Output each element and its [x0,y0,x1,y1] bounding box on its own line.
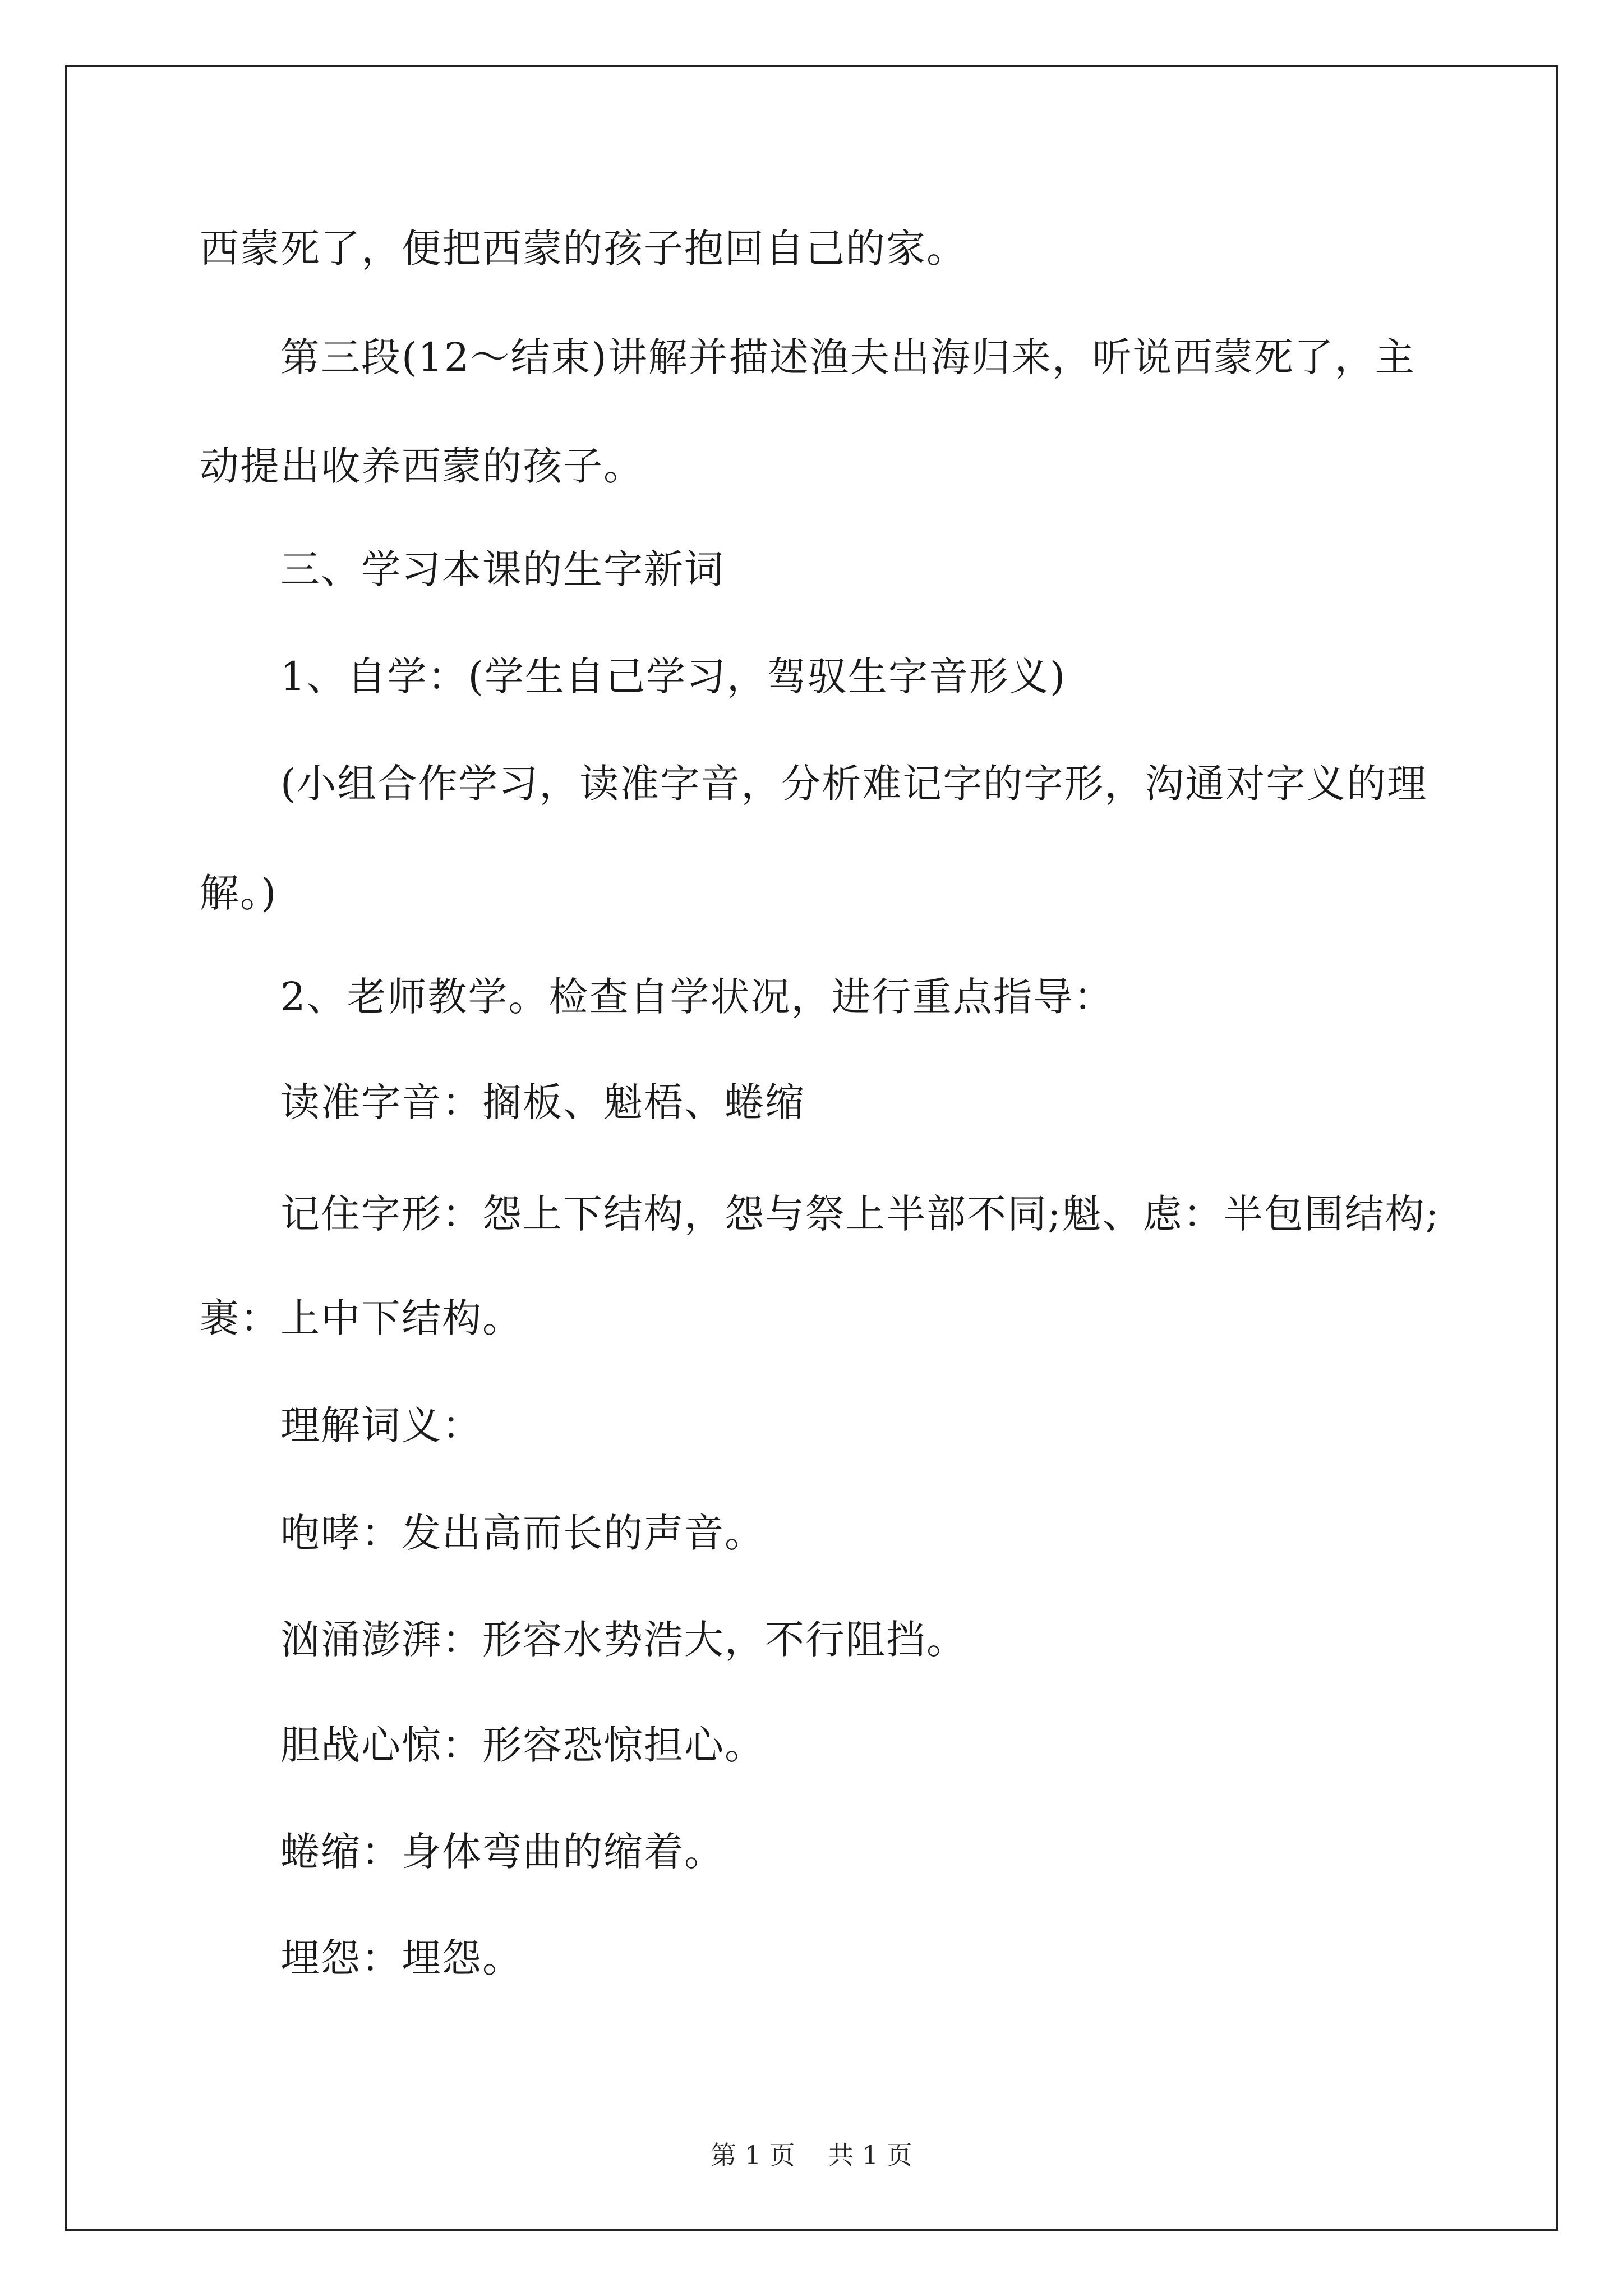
text-line: 咆哮：发出高而长的声音。 [280,1510,765,1556]
text-line: 第三段(12～结束)讲解并描述渔夫出海归来，听说西蒙死了，主 [280,334,1415,380]
text-line: 裹：上中下结构。 [200,1295,523,1341]
text-line: 1、自学：(学生自己学习，驾驭生字音形义) [280,654,1067,700]
text-line: 2、老师教学。检查自学状况，进行重点指导： [280,974,1114,1020]
text-line: 汹涌澎湃：形容水势浩大，不行阻挡。 [280,1617,967,1663]
text-line: 蜷缩：身体弯曲的缩着。 [280,1829,725,1875]
text-line: 动提出收养西蒙的孩子。 [200,443,644,489]
text-line: 理解词义： [280,1402,482,1448]
text-line: 西蒙死了，便把西蒙的孩子抱回自己的家。 [200,226,967,272]
text-line: 埋怨：埋怨。 [280,1935,523,1981]
page-border [65,65,1558,2231]
page-number-footer: 第 1 页 共 1 页 [711,2140,912,2170]
text-line: (小组合作学习，读准字音，分析难记字的字形，沟通对字义的理 [280,761,1428,807]
text-line: 三、学习本课的生字新词 [280,546,725,592]
text-line: 记住字形：怨上下结构，怨与祭上半部不同;魁、虑：半包围结构; [280,1191,1440,1237]
text-line: 胆战心惊：形容恐惊担心。 [280,1722,765,1768]
text-line: 解。) [200,870,278,916]
text-line: 读准字音：搁板、魁梧、蜷缩 [280,1079,805,1125]
